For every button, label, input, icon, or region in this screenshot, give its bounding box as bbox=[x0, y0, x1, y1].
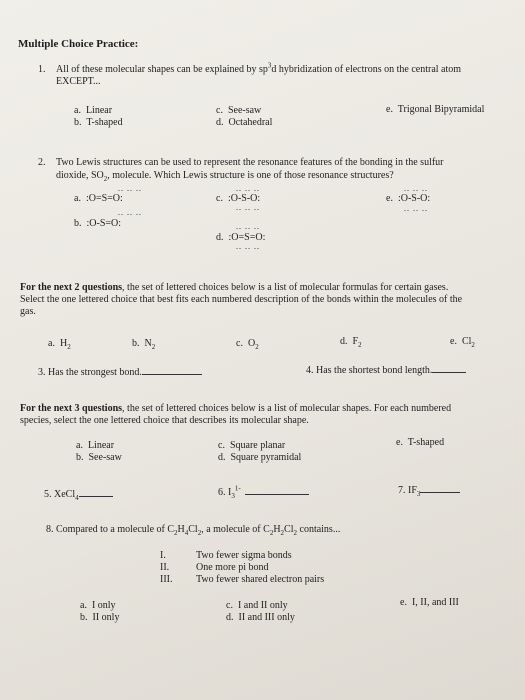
s2-option-a[interactable]: a. $H_2$ bbox=[48, 338, 71, 351]
q8-statement-3-num: III. bbox=[160, 574, 173, 585]
q1-option-c[interactable]: c. See-saw bbox=[216, 105, 262, 116]
q3-answer-blank[interactable] bbox=[142, 366, 202, 375]
q1-text-line1: All of these molecular shapes can be explained by $sp^3d$ hybridization of electrons on the central atom bbox=[56, 61, 462, 75]
q8-option-a[interactable]: a. I only bbox=[80, 600, 116, 611]
lone-pair-dots: .. .. .. bbox=[236, 184, 260, 193]
section2-intro-line3: gas. bbox=[20, 306, 36, 317]
q6-prompt: 6. $I_3^{1-}$ bbox=[218, 486, 309, 499]
q4-answer-blank[interactable] bbox=[432, 364, 466, 373]
section3-intro-line2: species, select the one lettered choice that describes its molecular shape. bbox=[20, 415, 309, 426]
q2-option-d[interactable]: d. :O=S=O: bbox=[216, 232, 266, 243]
q2-option-e[interactable]: e. :O-S-O: bbox=[386, 193, 431, 204]
q3-prompt: 3. Has the strongest bond. bbox=[38, 366, 202, 379]
q8-statement-1-text: Two fewer sigma bonds bbox=[196, 550, 292, 561]
lone-pair-dots: .. .. .. bbox=[404, 204, 428, 213]
q8-statement-2-text: One more pi bond bbox=[196, 562, 269, 573]
section3-intro-line1: For the next 3 questions, the set of lettered choices below is a list of molecular shapes. For each numbered bbox=[20, 403, 452, 414]
s3-option-d[interactable]: d. Square pyramidal bbox=[218, 452, 302, 463]
section2-intro-line1: For the next 2 questions, the set of lettered choices below is a list of molecular formulas for certain gases. bbox=[20, 282, 449, 293]
q2-option-a[interactable]: a. :O=S=O: bbox=[74, 193, 123, 204]
lone-pair-dots: .. .. .. bbox=[404, 184, 428, 193]
q1-option-b[interactable]: b. T-shaped bbox=[74, 117, 123, 128]
q2-text-line2: dioxide, $SO_2$, molecule. Which Lewis structure is one of those resonance structures? bbox=[56, 170, 394, 183]
lone-pair-dots: .. .. .. bbox=[236, 222, 260, 231]
q4-prompt: 4. Has the shortest bond length. bbox=[306, 364, 466, 377]
lone-pair-dots: .. .. .. bbox=[236, 203, 260, 212]
q2-text-line1: Two Lewis structures can be used to represent the resonance features of the bonding in the sulfur bbox=[56, 157, 444, 168]
q1-number: 1. bbox=[38, 64, 46, 75]
q2-number: 2. bbox=[38, 157, 46, 168]
s2-option-e[interactable]: e. $Cl_2$ bbox=[450, 336, 475, 349]
section2-intro-line2: Select the one lettered choice that best fits each numbered description of the bonds within the molecules of the bbox=[20, 294, 463, 305]
s2-option-c[interactable]: c. $O_2$ bbox=[236, 338, 259, 351]
s2-option-b[interactable]: b. $N_2$ bbox=[132, 338, 156, 351]
q8-option-b[interactable]: b. II only bbox=[80, 612, 120, 623]
q8-statement-2-num: II. bbox=[160, 562, 170, 573]
q7-answer-blank[interactable] bbox=[420, 484, 460, 493]
page-title: Multiple Choice Practice: bbox=[18, 38, 139, 50]
q8-option-d[interactable]: d. II and III only bbox=[226, 612, 295, 623]
s2-option-d[interactable]: d. $F_2$ bbox=[340, 336, 362, 349]
s3-option-a[interactable]: a. Linear bbox=[76, 440, 115, 451]
q5-prompt: 5. XeCl$_4$ bbox=[44, 488, 113, 501]
q8-option-e[interactable]: e. I, II, and III bbox=[400, 597, 459, 608]
q6-answer-blank[interactable] bbox=[245, 486, 309, 495]
s3-option-e[interactable]: e. T-shaped bbox=[396, 437, 445, 448]
q1-option-a[interactable]: a. Linear bbox=[74, 105, 113, 116]
q8-prompt: 8. Compared to a molecule of $C_2H_4Cl_2$, a molecule of $C_2H_2Cl_2$ contains... bbox=[46, 524, 341, 537]
q1-option-d[interactable]: d. Octahedral bbox=[216, 117, 273, 128]
s3-option-b[interactable]: b. See-saw bbox=[76, 452, 122, 463]
q2-option-c[interactable]: c. :O-S-O: bbox=[216, 193, 261, 204]
q7-prompt: 7. $IF_3$ bbox=[398, 484, 460, 497]
lone-pair-dots: .. .. .. bbox=[118, 208, 142, 217]
q8-statement-1-num: I. bbox=[160, 550, 166, 561]
q8-option-c[interactable]: c. I and II only bbox=[226, 600, 288, 611]
q1-text-line2: EXCEPT... bbox=[56, 76, 101, 87]
q1-option-e[interactable]: e. Trigonal Bipyramidal bbox=[386, 104, 485, 115]
q2-option-b[interactable]: b. :O-S=O: bbox=[74, 218, 122, 229]
s3-option-c[interactable]: c. Square planar bbox=[218, 440, 286, 451]
lone-pair-dots: .. .. .. bbox=[118, 184, 142, 193]
lone-pair-dots: .. .. .. bbox=[236, 242, 260, 251]
q5-answer-blank[interactable] bbox=[79, 488, 113, 497]
q8-statement-3-text: Two fewer shared electron pairs bbox=[196, 574, 325, 585]
